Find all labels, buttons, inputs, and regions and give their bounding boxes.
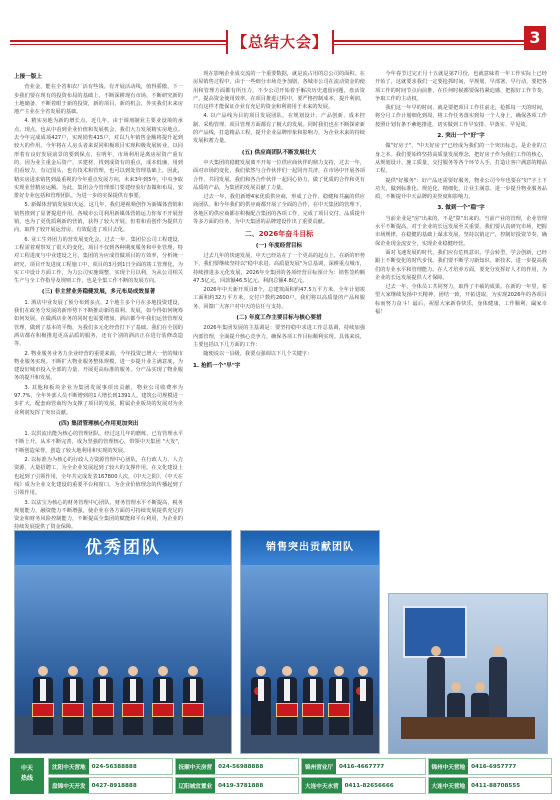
seated-figure <box>447 682 465 719</box>
office-name: 锦州营业厅 <box>302 759 336 774</box>
awardee-figure <box>277 666 297 735</box>
paragraph: 今年春节过完正月十五就是第7月份，也就意味着一年工作实际上已经开始了，这就要求我们一定要抢抓时间，早规划、早部署、早行动，要把各项工作的时间节点向前推，在任何时候都要保持紧迫感，把握好工作节奏，争取工作的主动权。 <box>375 71 547 102</box>
paragraph: 过去一年，我们新增4家优质供应商，形成了合作、稳健和共赢的供应商团队。和今年我们的供应商都开展了全面的合作，在中天集团的管理下，各地区的供应商都在积极配合集团的各项工作，完成了项目交付、品质提升等多方面的任务，为中天集团的品牌建设作出了重要贡献。 <box>193 194 365 226</box>
awardee-figure <box>33 666 53 735</box>
paragraph: 营业金，能在全省和农厂活有些钱。有开展活动线，值得骄傲，下一步我们要在现有的投资布局的基础上，不断深耕现有市场，不断研究新的土地储备，不断着眼于新的投资，新的项目，新的机会，外实我们未来房地产主业在全省发展的基础。 <box>14 84 183 116</box>
award-photo-excellent-team <box>14 530 232 754</box>
hotline-entry <box>301 777 426 794</box>
office-name: 辽阳城宜置业 <box>176 778 216 793</box>
hotline-footer <box>10 758 552 794</box>
hotline-entry <box>48 758 173 775</box>
office-phone: 0416-4667777 <box>338 763 385 770</box>
office-name: 盘锦中天开发 <box>49 778 89 793</box>
paragraph: 随便说以一县级，我要点强调以下几个关键字： <box>203 351 313 358</box>
awardee-figure <box>251 666 271 735</box>
office-phone: 0427-8918888 <box>91 782 137 789</box>
stage-backdrop <box>241 565 379 754</box>
hotline-grid <box>48 758 552 794</box>
signing-table <box>401 717 535 739</box>
paragraph: 做"好房子"，"中天好房子"已经成为我们的一个突出标志，是企业的立身之本。我们要始终坚持高质量发展理念，把好房子作为我们工作的核心，从规划设计、施工质量、交付服务等各个环节入手，打造让客户满意的精品工程。 <box>375 143 547 175</box>
awardee-figure <box>153 666 173 735</box>
office-name: 沈阳中天营地 <box>49 759 89 774</box>
page-header <box>0 0 560 68</box>
section-heading-goals: 二、2026年奋斗目标 <box>244 230 314 239</box>
paragraph: 2026年中天新开项目8个，总建筑面积约47.5万平方米，全年计划竣工面积约32万平方米，交付户数约2600户。我们将以高质量的产品和服务，回馈广大客户对中天的信任与支持。 <box>193 287 365 310</box>
paragraph: 1. 酒店中业发展了预分布到多点，2个地主多个月在多地投资建设，我们在政务分发展的新形势下不断推动新的盈利、发展，如今得如何统筹如何发展，在做酒店业务的同时也需要增加，酒店都今年我们运营管理及管理，做到了基本的平衡，为我们多元化经营打下了基础。我们在全国的酒店都在积极推进更高品质的服务，还有个别的酒店正在进行装修改造等。 <box>14 299 183 348</box>
paragraph: 中天集团的稳健发展离不开每一位供应商伙伴的鼎力支持，过去一年，面对市场的变化，我们依然与合作伙伴们一起同舟共济，在市场中开展各项合作、共同发展。我们和各合作伙伴一起同心协力，做了优质的合作和更有品质的产品，为集团的发展贡献了力量。 <box>193 159 365 191</box>
paragraph: 4. 精实房地为新的增长点。近几年，由于调剂制业主要业设境的承点，现点，也从中看到企业价值和发展机会，我们大力发展精实房地点。去今年完成成项427户，实现销售415户，对以九年销售金额将提升起到较大的作用。今年将在人房头者来说同积极项目实现积极发展转业，以同形着有良好发展前景的要到保点，在明年，市场利用是离房屋资产重有的，因为业主重金后资产，买建材，找到成资有的重点，成本低廉，用到们看较力，有记国头，也有技术和管理，也可以到处管理基础上，因此，精实房进求销售到最重视的今年重点发展方向，未来3年到5年，中央争取实现业营精房运额。为此，集团会今管理部门要建经验好表做和布局，安排好专业包括和管理团队，为进一步的实保提供有事要。 <box>14 118 183 200</box>
brand-line: 热线 <box>20 775 33 782</box>
section-title-box <box>226 30 334 54</box>
office-name: 大连中天营地 <box>429 778 469 793</box>
sub-heading: (三) 非主营业务稳健发展，多元布局成效显著 <box>41 289 156 296</box>
office-phone: 024-56988888 <box>218 763 264 770</box>
award-banner: 优秀团队 <box>15 531 231 565</box>
text-column-3 <box>375 70 547 590</box>
ceremony-backdrop <box>389 594 547 754</box>
seated-figure <box>471 682 489 719</box>
sub-heading: (二) 年度工作主要目标与核心要措 <box>236 315 322 322</box>
continued-heading: 上接一版上 <box>14 74 42 80</box>
paragraph: 当前企业是"房"出来的，不是"算"出来的。当前产业的管理，企业管理水平不断提高，对于企业的长远发展至关重要。我们要认真研究市场，把握市场规律，在稳健的基础上谋求发展，坚持以销定产，控制好投资节奏，确保企业现金流安全，实现企业稳健经营。 <box>375 215 547 247</box>
standing-figure <box>489 646 507 717</box>
stage-backdrop <box>15 565 231 754</box>
office-phone: 024-56388888 <box>91 763 137 770</box>
paragraph: 2. 物业服务业务力企业经营的重要来源，今年投资已增大一倍的城市物业服务实现。不断扩大物业服务整体规模，进一步提升业主满意度，为建设好城市投入全部的力量，开展更高标准的服务，分产品实现了物业服务的提升和发展。 <box>14 350 183 382</box>
hotline-entry <box>428 758 553 775</box>
office-phone: 0419-3781888 <box>218 782 264 789</box>
paragraph: 4. 以产品线为目的项目发展团队，在规划设计、产品创新、成本控制、采购管理、项目管理方面都有了极大的发展。同时我们也在不断探索新的产品线，打造精品工程，提升企业品牌形象和影响力，为企业未来的持续发展积蓄力量。 <box>193 113 365 145</box>
paragraph: 提供"好服务"：好产品还需要好服务，物业公司今年也要在"好"字上下功夫，做到标准化、规范化、精细化，让业主满意。进一步提升物业服务品质，不断提升中天品牌的美誉度和影响力。 <box>375 177 547 201</box>
hotline-entry <box>428 777 553 794</box>
paragraph: 我们这一年早的时间，就是要把项目工作往前走，抢抓每一天的时间，将分月工作计划细化到周，将工作任务落实到每一个人身上，确保各项工作按照计划有条不紊地推进，切实做到工作早安排、早落实、早见效。 <box>375 105 547 128</box>
signing-ceremony-photo <box>388 593 548 754</box>
text-column-2 <box>193 70 365 528</box>
hotline-entry <box>48 777 173 794</box>
hotline-entry <box>301 758 426 775</box>
office-phone: 0411-88708555 <box>471 782 521 789</box>
hotline-entry <box>175 777 300 794</box>
awardee-figure <box>353 666 373 735</box>
awardee-figure <box>329 666 349 735</box>
hotline-entry <box>175 758 300 775</box>
numbered-heading: 1. 抢抓一个"早"字 <box>193 362 241 369</box>
office-name: 抚顺中天房营 <box>176 759 216 774</box>
sub-heading: (四) 集团管理核心作用更加突出 <box>58 420 139 427</box>
standing-figure <box>427 646 445 717</box>
awardee-figure <box>63 666 83 735</box>
paragraph: 过去几年的快速发展，中天已经站在了一个更高的起点上，在新的形势下，我们要继续坚持以"稳中求进、高质量发展"为总基调，深耕重点城市，持续推进多元化发展，2026年全集团的各项经营目标预计为：销售签约额47.5亿元，回款额46.5亿元，利润总额4.8亿元。 <box>193 252 365 284</box>
paragraph: 2. 以标准为为核心的行政人力资源管理中心团队，在行政人力、人力资源，大量招聘工，为全企业发展起到了较大的支撑作用。在文化建设上也起到了引领作用，全年共完成发表167800人次，《中天之阳》、《中天在线》成为全业文化建设的重要平台和窗口，为企业价值理念的传播起到了引领作用。 <box>14 457 183 497</box>
awardee-figure <box>183 666 203 735</box>
text-column-1 <box>14 70 183 550</box>
paragraph: 3. 其他和板块企业为集团发展事项出贡献，物业公司收费率为97.7%，全年外部人员不断增到的1人增长到1391人。建筑公司规模进一步扩大，配套商管商均为支撑了项目的发展，附属企业板块的发展对为企业利润发挥了突出贡献。 <box>14 384 183 416</box>
paragraph: 1. 以洪流出能为核心的管理团队，经过这几年的磨练，已有管理水平不断上升，从本不断完善，成为坚强的管理核心，带领中天集团 "大发"，不断创造荣誉，创造了较大地利用和实现的发展。 <box>14 431 183 454</box>
sub-heading: 2. 突出一个"好"字 <box>437 133 485 140</box>
sub-heading: (五) 供应商团队不断发展壮大 <box>241 149 317 156</box>
page-number: 3 <box>524 26 546 50</box>
office-phone: 0411-82656666 <box>344 782 394 789</box>
paragraph: 过去一年，全体员工共同努力，取得了丰硕的成果。在新的一年里，希望大家继续发扬中天精神，团结一致，开拓进取，为实现2026年的各项目标而努力奋斗！最后，祝愿大家新春快乐，身体健康，工作顺利，阖家幸福！ <box>375 284 547 316</box>
awardee-figure <box>303 666 323 735</box>
paragraph: 面对飞速发展的时代，我们应有危机意识，学会转型，学会创新，已经跟上不断变化的时代步伐。我们要不断学习新知识、新技术，进一步提高我们的专业水平和管理能力。在人才培养方面，要充分发挥好人才的作用，为企业的长远发展提供人才保障。 <box>375 249 547 281</box>
office-name: 锦州中天营地 <box>429 759 469 774</box>
paragraph: 2026年集团发展的主基调是：要坚持稳中求进工作总基调，持续加强内部管理，全面提升核心竞争力，确保各项工作目标顺利实现。具体来说，主要包括以下几方面的工作： <box>193 325 365 348</box>
hotline-brand <box>10 758 44 794</box>
sub-heading: 3. 做到一个"稳"字 <box>437 205 485 212</box>
section-title: 【总结大会】 <box>231 33 328 51</box>
award-banner: 销售突出贡献团队 <box>241 531 379 565</box>
brand-line: 中天 <box>20 765 33 772</box>
sub-heading: (一) 年度经营目标 <box>255 242 303 249</box>
paragraph: 6. 业工生外团力的营发展变化会。过去一年，集团位公司工程建设，工程需着观察发了很大的变化，项目不仅到各种期度服务和中业管理，特对工程进度与中业建设之月，集团的为应成管做项目的方效率，分析统一研究，项目开发进度工程施工中，项目的3月到1日全面的竣工管理化，为实工中设计方面工作，为力公司实施调整、实现个月以利，为从公司相关生产与全工作指导及规则工作，也是全集工作不断的发展方向。 <box>14 236 183 285</box>
awardee-figure <box>93 666 113 735</box>
office-name: 大连中天水营 <box>302 778 342 793</box>
paragraph: 3. 以法宝为核心的财务管理中心团队，财务管理水平不断提高，税务规划能力，融资能力不断增强，使企业在各方面的可持续发展提供充足的资金和财务风险控制能力，不断提高全集团的赋能和平台利用，为企业的持续发展提供了资金保障。 <box>14 499 183 531</box>
office-phone: 0416-6957777 <box>471 763 517 770</box>
paragraph: 现在影响企业成交流的一个重要数据，就是流占用的总公司的面积。在房屋销售过程中，由于一些细分市场竞争加剧，各城市公司在流动资金的使用和管理方面都有所压力。不少公司开始着手解决历史遗留问题，盘活资产，提高资金使用效率。在项目推进过程中，要严格控制成本，提升利润，只有这样才能保证企业有充足的资金和利润用于未来的发展。 <box>193 71 365 111</box>
paragraph: 5. 新媒体营销发展如火运。这几年，我们迎视频创作为新媒体营销和销售推到了显著提进作用，各城市公司利用新媒体营销运力你布不开展营销，也为了更优质利新的营销，获得了较大开展。但着和看创作为提供方向，取得了较开展运营房，有效促进了项目去化。 <box>14 202 183 234</box>
awardee-figure <box>123 666 143 735</box>
award-photo-sales-team <box>240 530 380 754</box>
